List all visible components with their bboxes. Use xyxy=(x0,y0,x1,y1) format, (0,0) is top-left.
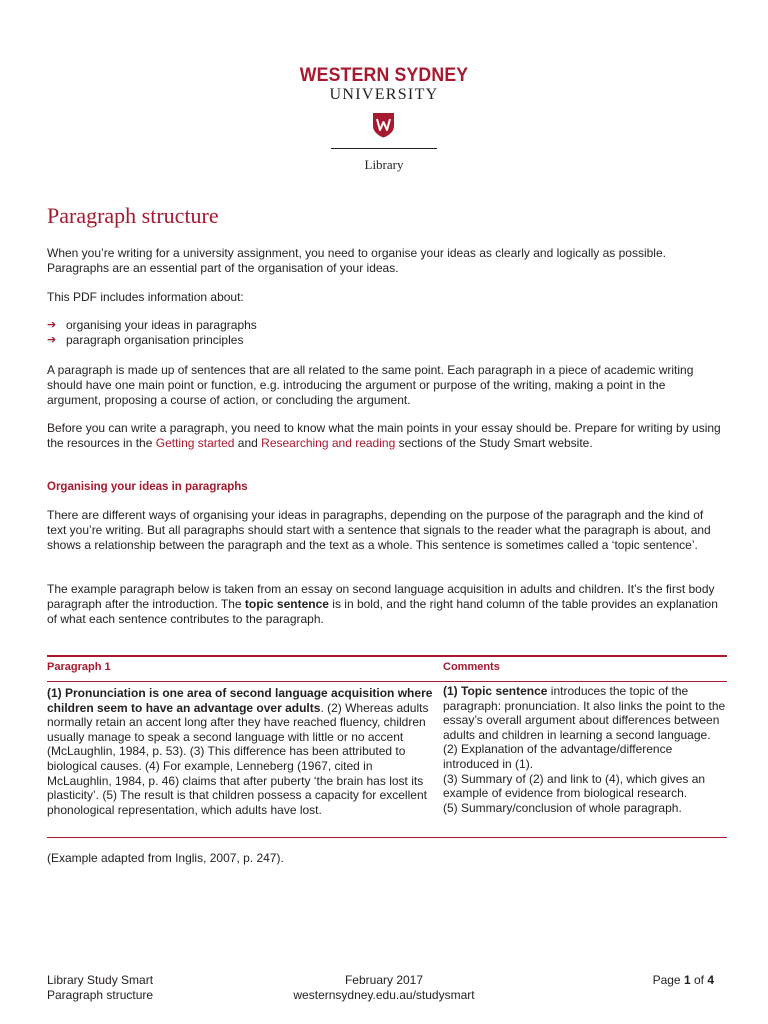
list-item xyxy=(47,318,447,333)
example-text-1: The example paragraph below is taken from an essay on second language acquisition in adults and children. It’s the first body paragraph after the introduction. The xyxy=(47,582,715,611)
page-label: Page xyxy=(652,973,684,987)
page-of-label: of xyxy=(690,973,708,987)
arrow-right-icon: ➔ xyxy=(47,319,57,331)
total-pages: 4 xyxy=(707,973,714,987)
ways-text: There are different ways of organising your ideas in paragraphs, depending on the purpose of the paragraph and the kind of text you’re writing. But all paragraphs should start with a sentence that signals to the reader what the paragraph is about, and shows a relationship between the paragraph and the text as a whole. This sentence is sometimes called a ‘topic sentence’. xyxy=(47,508,711,552)
paragraph-definition xyxy=(47,363,721,408)
table-bottom-rule xyxy=(47,837,727,838)
footer-center xyxy=(220,973,548,1002)
topic-sentence: (1) Pronunciation is one area of second language acquisition where children seem to have an advantage over adults xyxy=(47,686,433,715)
table-header-paragraph: Paragraph 1 xyxy=(47,661,111,673)
footer-doc-title: Paragraph structure xyxy=(47,987,154,1002)
page-title: Paragraph structure xyxy=(47,203,219,228)
comment-line: (2) Explanation of the advantage/difference introduced in (1). xyxy=(443,742,673,771)
university-logo xyxy=(0,66,768,104)
list-item-label: paragraph organisation principles xyxy=(66,333,244,347)
comment-line: (3) Summary of (2) and link to (4), which gives an example of evidence from biological research. xyxy=(443,771,706,801)
current-page: 1 xyxy=(683,973,691,987)
footer-series: Library Study Smart xyxy=(47,973,154,987)
table-header-rule xyxy=(47,681,727,682)
list-item-label: organising your ideas in paragraphs xyxy=(66,318,257,332)
footer-page-number xyxy=(560,973,714,988)
paragraph-definition-text: A paragraph is made up of sentences that are all related to the same point. Each paragraph in a piece of academic writing should have one main point or function, e.g. introducing the argument or purpose of the writing, making a point in the argument, proposing a course of action, or concluding the argument. xyxy=(47,363,694,407)
footer-date: February 2017 xyxy=(344,973,424,987)
comment-text: introduces the topic of the paragraph: pronunciation. It also links the point to the essay’s overall argument about differences between adults and children in learning a second language. xyxy=(443,684,726,742)
comment-line: (5) Summary/conclusion of whole paragraph. xyxy=(443,800,682,815)
example-text-2: is in bold, and the right hand column of the table provides an explanation of what each sentence contributes to the paragraph. xyxy=(47,597,718,626)
before-text-3: sections of the Study Smart website. xyxy=(395,436,593,450)
before-writing-paragraph xyxy=(47,421,721,451)
before-text-2: and xyxy=(234,436,262,450)
comment-bold-label: (1) Topic sentence xyxy=(443,684,548,698)
footer-left xyxy=(47,973,153,1002)
footer-url: westernsydney.edu.au/studysmart xyxy=(293,987,475,1002)
table-cell-paragraph xyxy=(47,686,437,817)
pdf-includes-text: This PDF includes information about: xyxy=(47,290,244,304)
researching-reading-link[interactable]: Researching and reading xyxy=(261,436,396,450)
example-bold-term: topic sentence xyxy=(244,597,329,611)
intro-paragraph xyxy=(47,246,721,276)
pdf-includes-paragraph xyxy=(47,290,721,305)
table-header-comments: Comments xyxy=(443,661,500,673)
university-shield-icon xyxy=(372,112,395,138)
before-text-1: Before you can write a paragraph, you need to know what the main points in your essay should be. Prepare for writing by using the resources in the xyxy=(47,421,721,450)
logo-divider xyxy=(331,148,437,149)
ways-paragraph xyxy=(47,508,721,553)
table-top-rule xyxy=(47,655,727,657)
section-heading: Organising your ideas in paragraphs xyxy=(47,481,248,493)
arrow-right-icon: ➔ xyxy=(47,334,57,346)
topics-list xyxy=(47,318,447,348)
paragraph-body: . (2) Whereas adults normally retain an accent long after they have reached fluency, children usually manage to speak a second language with little or no accent (McLaughlin, 1984, p. 53). (3) This difference has been attributed to biological causes. (4) For example, Lenneberg (1967, cited in McLaughlin, 1984, p. 46) claims that after puberty ‘the brain has lost its plasticity’. (5) The result is that children possess a capacity for excellent phonological representation, which adults have lost. xyxy=(47,700,429,817)
list-item xyxy=(47,333,447,348)
intro-text: When you’re writing for a university assignment, you need to organise your ideas as clearly and logically as possible. Paragraphs are an essential part of the organisation of your ideas. xyxy=(47,246,666,275)
comment-line xyxy=(443,684,727,742)
logo-wordmark-line2: UNIVERSITY xyxy=(329,86,439,103)
getting-started-link[interactable]: Getting started xyxy=(155,436,235,450)
table-cell-comments xyxy=(443,684,727,815)
logo-subtitle: Library xyxy=(364,157,404,172)
source-citation: (Example adapted from Inglis, 2007, p. 247). xyxy=(47,851,284,865)
logo-wordmark-line1: WESTERN SYDNEY xyxy=(299,65,469,86)
example-paragraph xyxy=(47,582,721,627)
